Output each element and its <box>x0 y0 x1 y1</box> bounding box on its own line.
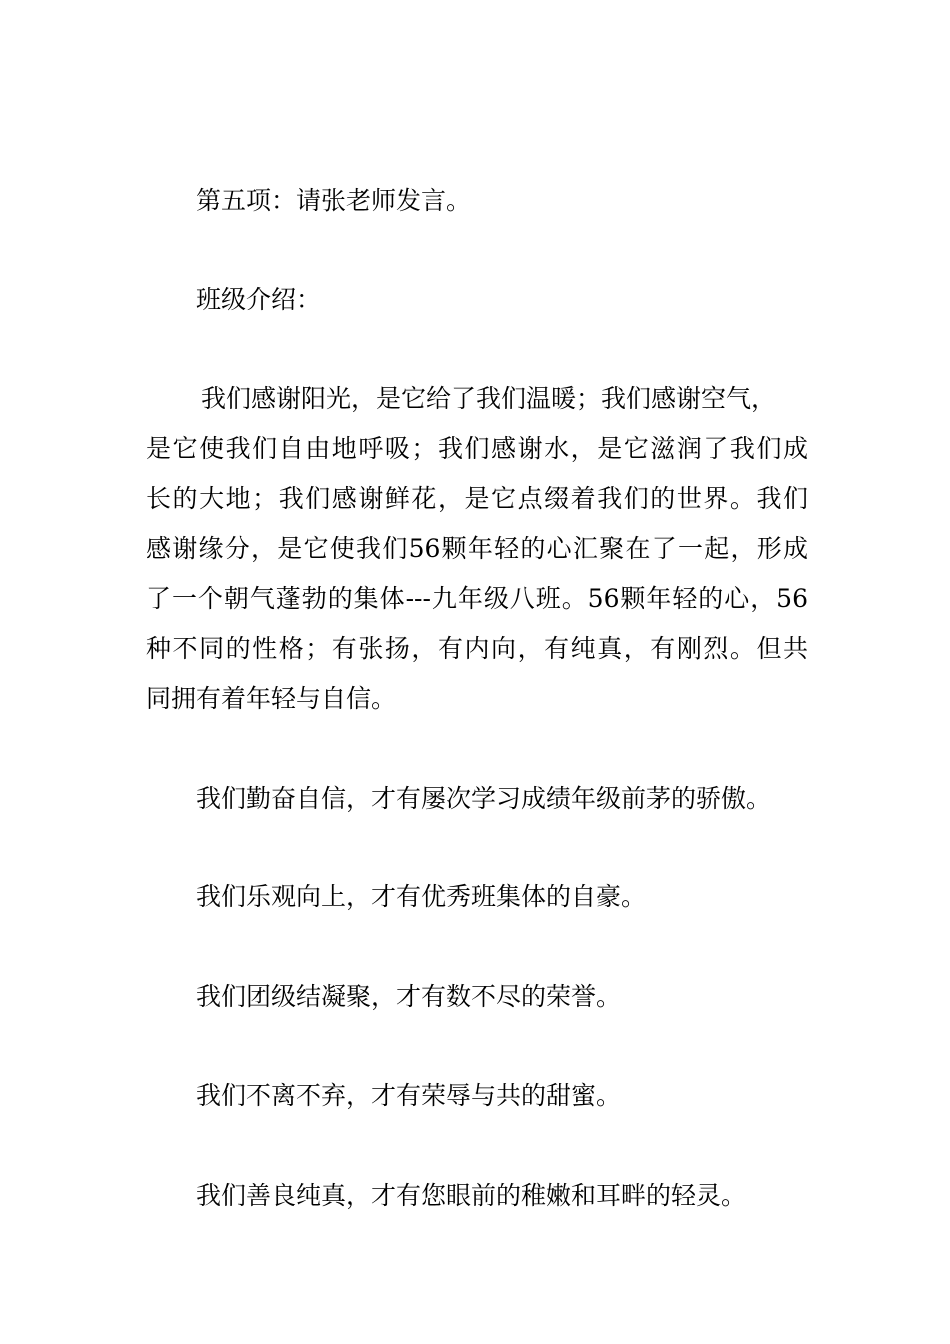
paragraph-line: 是它使我们自由地呼吸；我们感谢水，是它滋润了我们成 <box>146 434 808 463</box>
agenda-item-heading: 第五项：请张老师发言。 <box>196 186 472 215</box>
paragraph-line: 了一个朝气蓬勃的集体---九年级八班。56颗年轻的心，56 <box>146 584 808 613</box>
statement-line: 我们勤奋自信，才有屡次学习成绩年级前茅的骄傲。 <box>196 784 772 813</box>
paragraph-line: 种不同的性格；有张扬，有内向，有纯真，有刚烈。但共 <box>146 634 808 663</box>
statement-line: 我们团级结凝聚，才有数不尽的荣誉。 <box>196 982 622 1011</box>
paragraph-line: 长的大地；我们感谢鲜花，是它点缀着我们的世界。我们 <box>146 484 808 513</box>
statement-line: 我们善良纯真，才有您眼前的稚嫩和耳畔的轻灵。 <box>196 1181 747 1210</box>
paragraph-line: 感谢缘分，是它使我们56颗年轻的心汇聚在了一起，形成 <box>146 534 808 563</box>
paragraph-line: 同拥有着年轻与自信。 <box>146 684 397 713</box>
paragraph-line: 我们感谢阳光，是它给了我们温暖；我们感谢空气， <box>201 384 777 413</box>
statement-line: 我们不离不弃，才有荣辱与共的甜蜜。 <box>196 1081 622 1110</box>
statement-line: 我们乐观向上，才有优秀班集体的自豪。 <box>196 882 647 911</box>
section-title: 班级介绍： <box>196 285 322 314</box>
